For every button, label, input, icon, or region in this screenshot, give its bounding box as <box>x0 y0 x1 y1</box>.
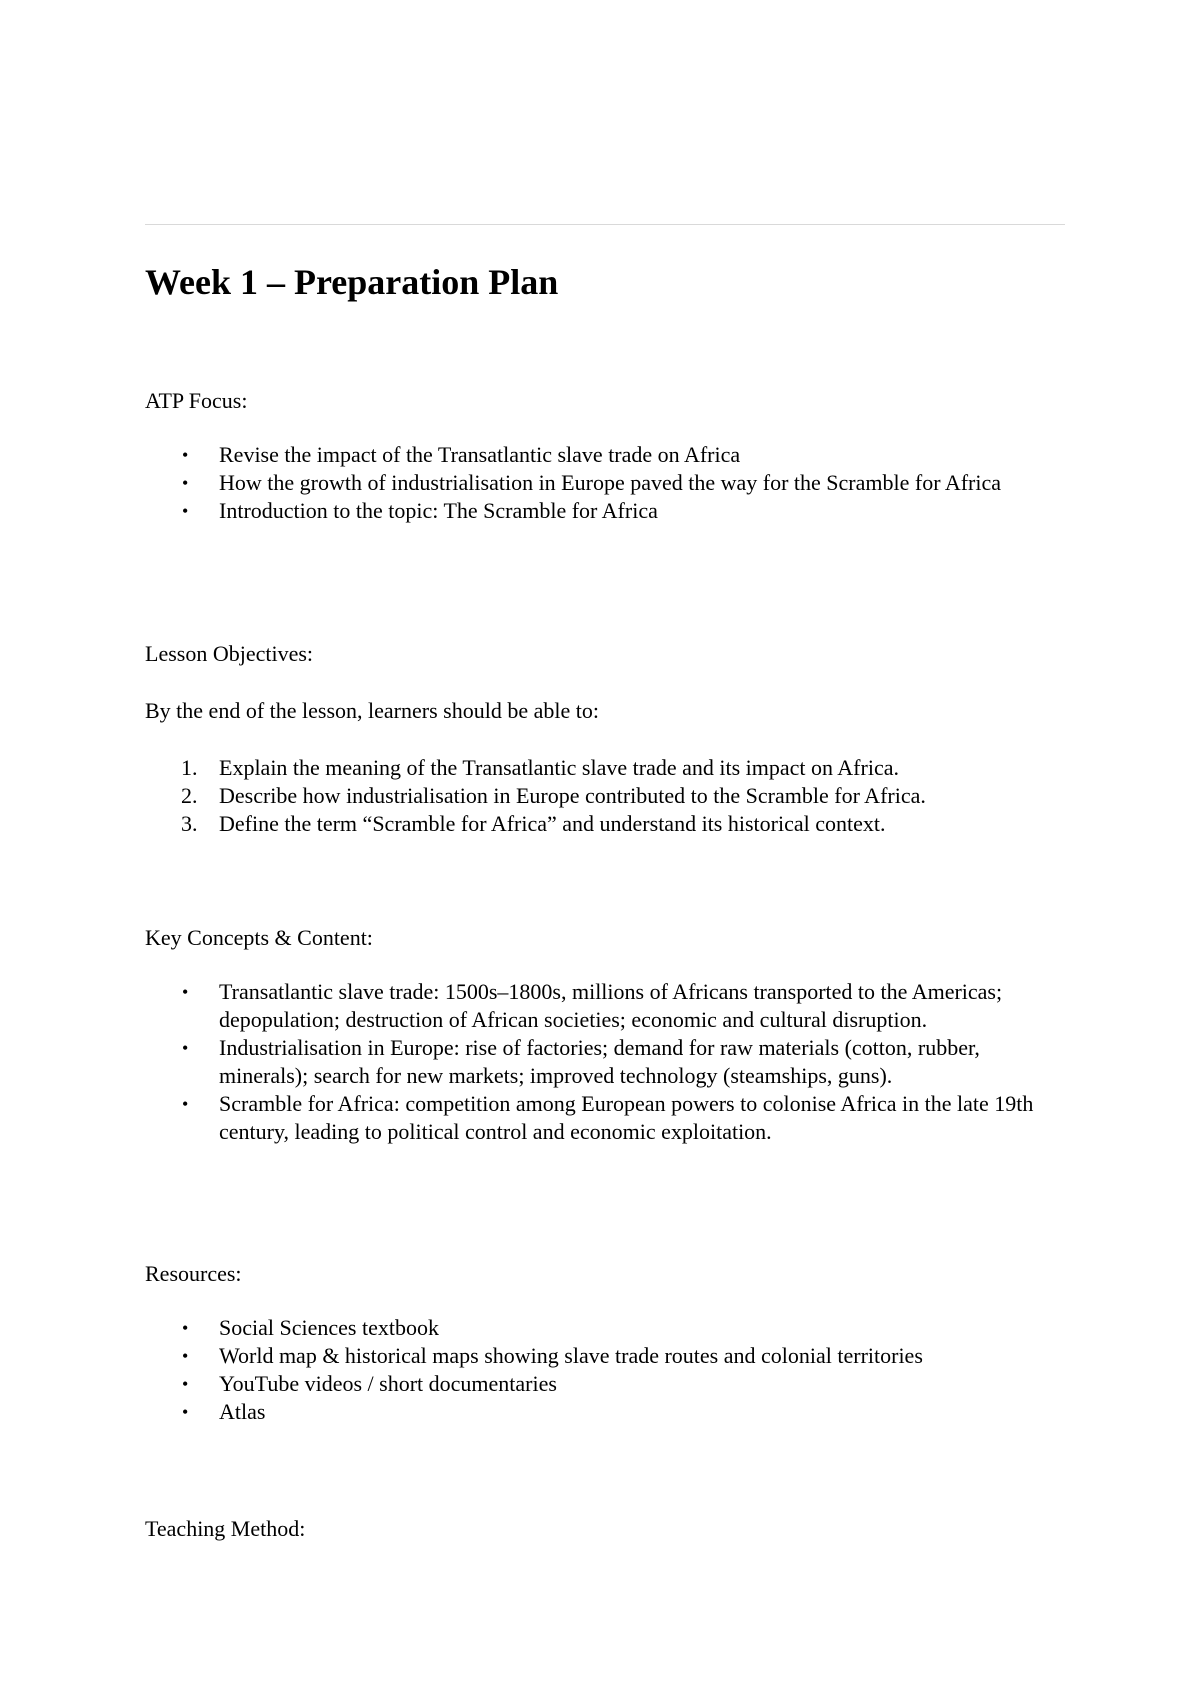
resources-list <box>145 1314 1065 1426</box>
list-item <box>145 497 1065 525</box>
bullet-icon: • <box>182 501 189 521</box>
list-item <box>145 1370 1065 1398</box>
list-item <box>145 754 1065 782</box>
list-item <box>145 1034 1065 1090</box>
list-item-text: YouTube videos / short documentaries <box>219 1371 557 1396</box>
list-item <box>145 782 1065 810</box>
list-number: 2. <box>181 783 198 808</box>
lesson-objectives-heading: Lesson Objectives: <box>145 641 314 666</box>
list-item-text: Explain the meaning of the Transatlantic slave trade and its impact on Africa. <box>219 755 899 780</box>
list-item-text: World map & historical maps showing slave trade routes and colonial territories <box>219 1343 923 1368</box>
list-item <box>145 810 1065 838</box>
list-item-text: Industrialisation in Europe: rise of factories; demand for raw materials (cotton, rubber, minerals); search for new markets; improved technology (steamships, guns). <box>219 1035 980 1088</box>
list-item-text: Define the term “Scramble for Africa” and understand its historical context. <box>219 811 886 836</box>
list-item-text: How the growth of industrialisation in Europe paved the way for the Scramble for Africa <box>219 470 1001 495</box>
list-item <box>145 1342 1065 1370</box>
lesson-objectives-intro: By the end of the lesson, learners should be able to: <box>145 698 599 723</box>
list-item <box>145 1090 1065 1146</box>
key-concepts-section <box>145 924 1065 1146</box>
list-item <box>145 1398 1065 1426</box>
list-number: 3. <box>181 811 198 836</box>
atp-focus-section <box>145 387 1065 525</box>
list-item <box>145 441 1065 469</box>
key-concepts-heading: Key Concepts & Content: <box>145 925 373 950</box>
bullet-icon: • <box>182 1402 189 1422</box>
key-concepts-list <box>145 978 1065 1146</box>
list-item-text: Describe how industrialisation in Europe contributed to the Scramble for Africa. <box>219 783 926 808</box>
lesson-objectives-section <box>145 640 1065 838</box>
list-item <box>145 469 1065 497</box>
bullet-icon: • <box>182 1374 189 1394</box>
bullet-icon: • <box>182 1346 189 1366</box>
resources-heading: Resources: <box>145 1261 242 1286</box>
horizontal-rule <box>145 224 1065 225</box>
bullet-icon: • <box>182 473 189 493</box>
list-item-text: Revise the impact of the Transatlantic slave trade on Africa <box>219 442 741 467</box>
page-title: Week 1 – Preparation Plan <box>145 262 559 302</box>
list-item-text: Scramble for Africa: competition among European powers to colonise Africa in the late 19th century, leading to political control and economic exploitation. <box>219 1091 1034 1144</box>
list-item-text: Social Sciences textbook <box>219 1315 439 1340</box>
atp-focus-list <box>145 441 1065 525</box>
list-item-text: Transatlantic slave trade: 1500s–1800s, millions of Africans transported to the Americas; depopulation; destruction of African societies; economic and cultural disruption. <box>219 979 1003 1032</box>
atp-focus-heading: ATP Focus: <box>145 388 248 413</box>
bullet-icon: • <box>182 1094 189 1114</box>
teaching-method-heading: Teaching Method: <box>145 1516 306 1541</box>
list-item-text: Introduction to the topic: The Scramble for Africa <box>219 498 658 523</box>
document-page <box>145 0 1065 1696</box>
list-number: 1. <box>181 755 198 780</box>
teaching-method-section <box>145 1515 1065 1543</box>
resources-section <box>145 1260 1065 1426</box>
list-item <box>145 1314 1065 1342</box>
list-item-text: Atlas <box>219 1399 266 1424</box>
lesson-objectives-list <box>145 754 1065 838</box>
bullet-icon: • <box>182 445 189 465</box>
bullet-icon: • <box>182 982 189 1002</box>
list-item <box>145 978 1065 1034</box>
bullet-icon: • <box>182 1038 189 1058</box>
bullet-icon: • <box>182 1318 189 1338</box>
